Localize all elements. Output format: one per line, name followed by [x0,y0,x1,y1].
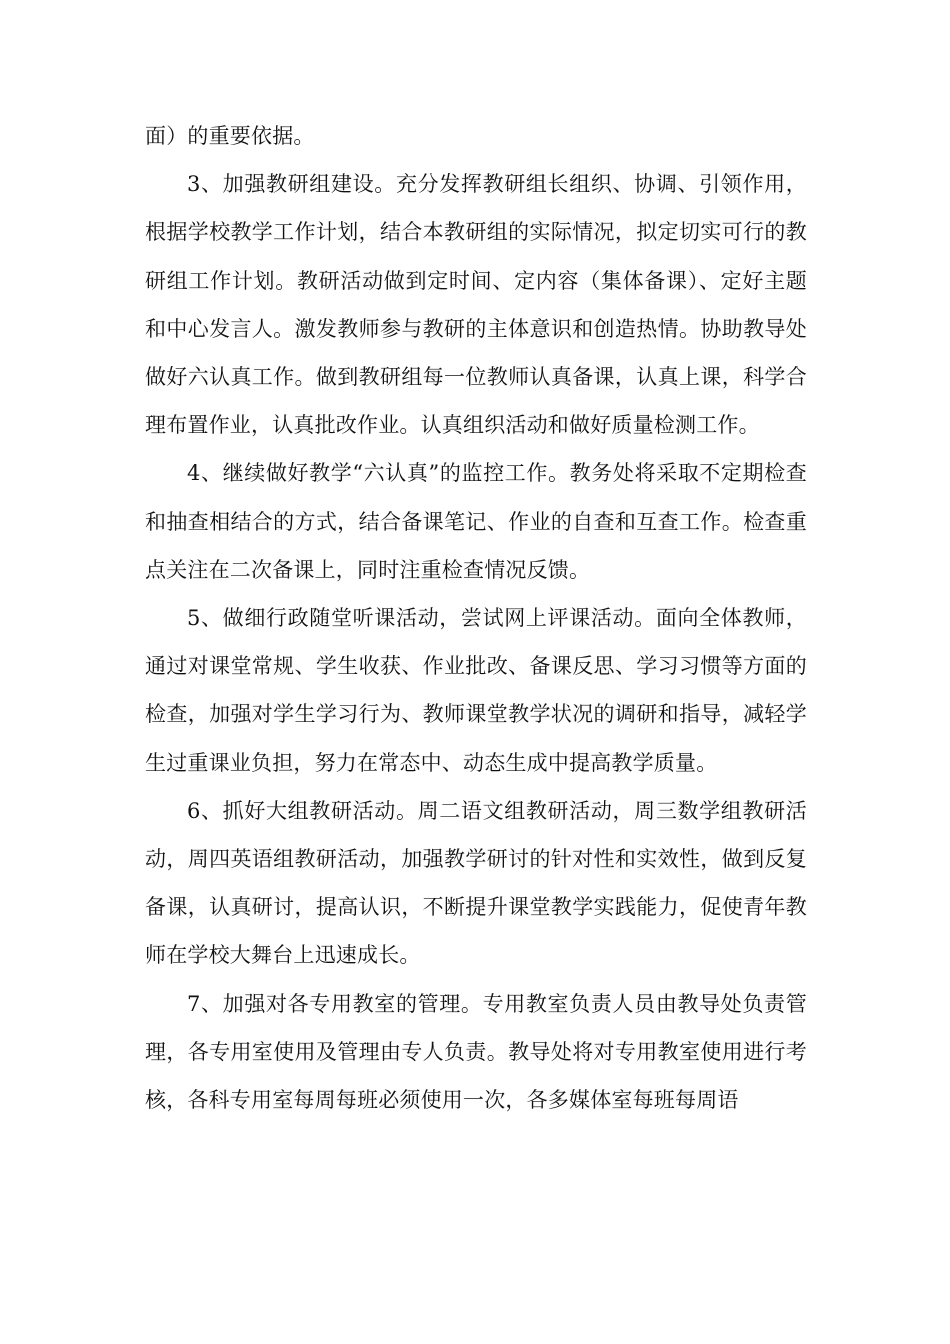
paragraph-item-7: 7、加强对各专用教室的管理。专用教室负责人员由教导处负责管理，各专用室使用及管理由专人负责。教导处将对专用教室使用进行考核，各科专用室每周每班必须使用一次，各多媒体室每班每周语 [145,991,807,1113]
document-body [145,112,807,1124]
paragraph-item-5: 5、做细行政随堂听课活动，尝试网上评课活动。面向全体教师，通过对课堂常规、学生收获、作业批改、备课反思、学习习惯等方面的检查，加强对学生学习行为、教师课堂教学状况的调研和指导，减轻学生过重课业负担，努力在常态中、动态生成中提高教学质量。 [145,606,807,775]
paragraph-item-6: 6、抓好大组教研活动。周二语文组教研活动，周三数学组教研活动，周四英语组教研活动，加强教学研讨的针对性和实效性，做到反复备课，认真研讨，提高认识，不断提升课堂教学实践能力，促使青年教师在学校大舞台上迅速成长。 [145,798,807,968]
paragraph-continuation: 面）的重要依据。 [145,124,315,148]
paragraph-item-3: 3、加强教研组建设。充分发挥教研组长组织、协调、引领作用，根据学校教学工作计划，结合本教研组的实际情况，拟定切实可行的教研组工作计划。教研活动做到定时间、定内容（集体备课）、定好主题和中心发言人。激发教师参与教研的主体意识和创造热情。协助教导处做好六认真工作。做到教研组每一位教师认真备课，认真上课，科学合理布置作业，认真批改作业。认真组织活动和做好质量检测工作。 [145,172,807,438]
paragraph-item-4: 4、继续做好教学“六认真”的监控工作。教务处将采取不定期检查和抽查相结合的方式，结合备课笔记、作业的自查和互查工作。检查重点关注在二次备课上，同时注重检查情况反馈。 [145,461,807,582]
